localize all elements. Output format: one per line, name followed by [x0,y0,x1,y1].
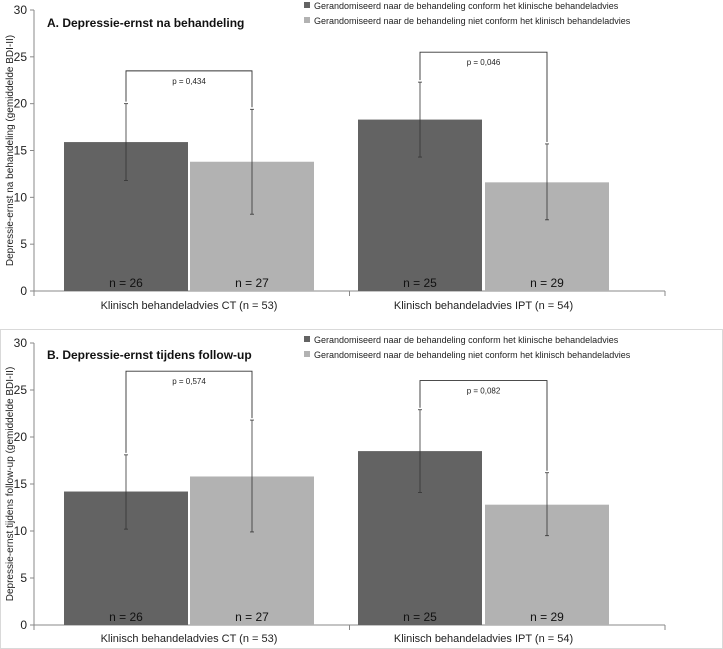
category-label: Klinisch behandeladvies CT (n = 53) [100,300,278,312]
y-tick-label: 30 [13,336,27,350]
n-label: n = 29 [530,610,564,624]
y-axis-label: Depressie-ernst tijdens follow-up (gemiddelde BDI-II) [5,366,16,602]
n-label: n = 26 [109,610,143,624]
y-tick-label: 20 [13,430,27,444]
legend-entry: Gerandomiseerd naar de behandeling niet conform het klinisch behandeladvies [314,16,631,26]
legend-swatch [304,17,310,23]
category-label: Klinisch behandeladvies IPT (n = 54) [393,300,574,312]
y-tick-label: 10 [13,190,27,205]
chart-title: B. Depressie-ernst tijdens follow-up [47,348,252,362]
chart-panel-b [1,330,723,649]
y-tick-label: 0 [20,284,27,298]
n-label: n = 25 [403,610,437,624]
y-tick-label: 25 [13,49,27,64]
y-tick-label: 15 [13,477,27,491]
y-tick-label: 25 [13,383,27,397]
legend-entry: Gerandomiseerd naar de behandeling conform het klinische behandeladvies [314,1,619,11]
category-label: Klinisch behandeladvies CT (n = 53) [100,633,278,645]
p-value-label: p = 0,082 [466,386,501,396]
legend-entry: Gerandomiseerd naar de behandeling niet conform het klinisch behandeladvies [314,350,631,360]
p-value-label: p = 0,574 [172,377,206,387]
n-label: n = 29 [530,276,564,290]
y-tick-label: 10 [13,524,27,538]
legend-swatch [304,2,310,8]
y-tick-label: 0 [20,618,27,632]
y-tick-label: 5 [20,571,27,585]
y-tick-label: 15 [13,143,27,158]
legend-swatch [304,336,310,342]
chart-title: A. Depressie-ernst na behandeling [47,16,245,30]
n-label: n = 25 [403,276,437,290]
y-tick-label: 30 [13,3,27,17]
chart-panel-a [5,1,665,312]
category-label: Klinisch behandeladvies IPT (n = 54) [393,633,574,645]
y-axis-label: Depressie-ernst na behandeling (gemiddelde BDI-II) [5,34,16,267]
n-label: n = 27 [235,276,269,290]
legend-swatch [304,351,310,357]
legend-entry: Gerandomiseerd naar de behandeling conform het klinische behandeladvies [314,335,619,345]
p-value-label: p = 0,434 [172,76,206,86]
y-tick-label: 20 [13,96,27,111]
p-value-label: p = 0,046 [466,58,501,68]
n-label: n = 26 [109,276,143,290]
y-tick-label: 5 [20,237,27,252]
n-label: n = 27 [235,610,269,624]
